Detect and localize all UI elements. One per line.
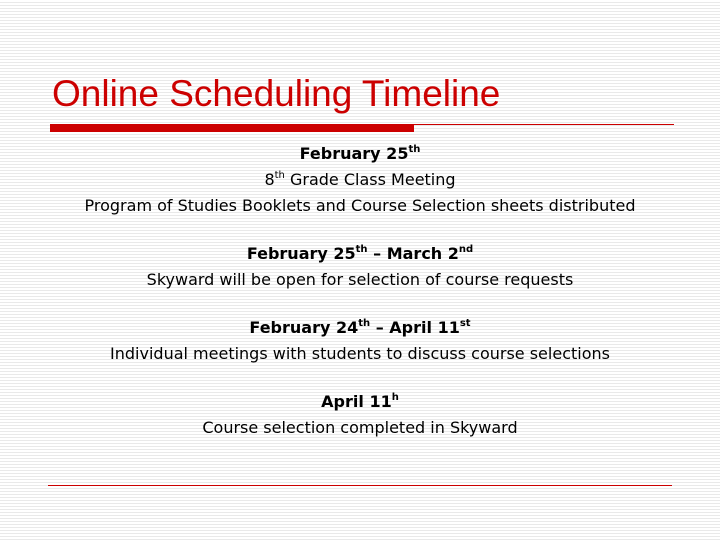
slide-title: Online Scheduling Timeline [52, 73, 501, 114]
ordinal-suffix: th [355, 244, 368, 255]
text-run: April 11 [321, 392, 392, 411]
ordinal-suffix: th [408, 144, 421, 155]
timeline-event [40, 315, 680, 367]
text-run: February 24 [249, 318, 359, 337]
ordinal-suffix: th [274, 170, 285, 181]
ordinal-suffix: h [391, 392, 399, 403]
event-date [40, 241, 680, 267]
event-date [40, 315, 680, 341]
event-description [40, 167, 680, 193]
event-description [40, 341, 680, 367]
timeline-event [40, 389, 680, 441]
text-run: Course selection completed in Skyward [202, 418, 518, 437]
text-run: – March 2 [367, 244, 459, 263]
event-description [40, 193, 680, 219]
title-underline-rule [414, 124, 674, 125]
title-accent-bar [50, 124, 414, 132]
event-description [40, 267, 680, 293]
text-run: – April 11 [370, 318, 460, 337]
timeline-list [40, 141, 680, 463]
ordinal-suffix: nd [458, 244, 474, 255]
text-run: Program of Studies Booklets and Course Selection sheets distributed [84, 196, 636, 215]
footer-rule [48, 485, 672, 486]
text-run: Individual meetings with students to discuss course selections [110, 344, 610, 363]
ordinal-suffix: th [358, 318, 371, 329]
event-date [40, 141, 680, 167]
text-run: Grade Class Meeting [284, 170, 456, 189]
event-date [40, 389, 680, 415]
timeline-event [40, 141, 680, 219]
text-run: Skyward will be open for selection of course requests [146, 270, 574, 289]
text-run: February 25 [299, 144, 409, 163]
timeline-event [40, 241, 680, 293]
text-run: February 25 [246, 244, 356, 263]
event-description [40, 415, 680, 441]
text-run: 8 [264, 170, 275, 189]
ordinal-suffix: st [459, 318, 471, 329]
